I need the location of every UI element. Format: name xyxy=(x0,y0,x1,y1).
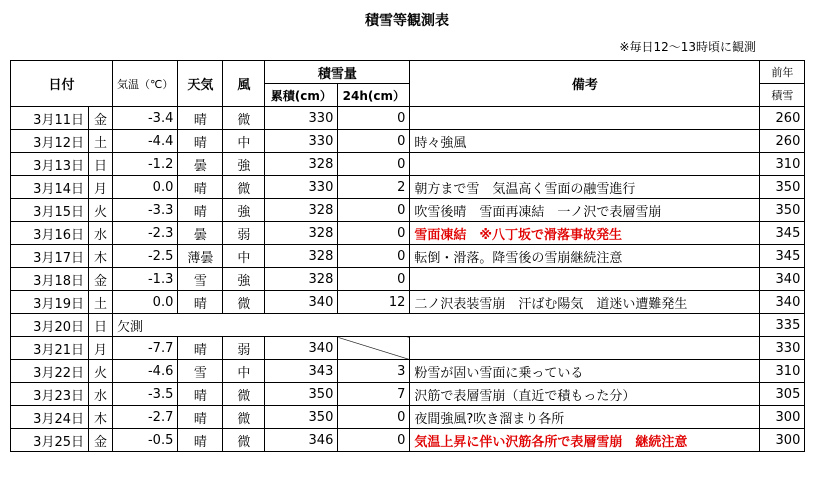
header-wind: 風 xyxy=(223,61,265,107)
cell-prev-year: 260 xyxy=(760,130,805,153)
observation-note: ※毎日12～13時頃に観測 xyxy=(619,40,756,54)
cell-remark: 転倒・滑落。降雪後の雪崩継続注意 xyxy=(410,245,760,268)
table-row xyxy=(11,337,805,360)
cell-temp: -3.5 xyxy=(113,383,178,406)
cell-wind: 中 xyxy=(223,360,265,383)
cell-temp: -4.6 xyxy=(113,360,178,383)
cell-weather: 晴 xyxy=(178,291,223,314)
cell-day-of-week: 土 xyxy=(89,130,113,153)
cell-day-of-week: 水 xyxy=(89,222,113,245)
cell-prev-year: 350 xyxy=(760,199,805,222)
header-remarks: 備考 xyxy=(410,61,760,107)
cell-prev-year: 305 xyxy=(760,383,805,406)
table-row xyxy=(11,383,805,406)
cell-prev-year: 350 xyxy=(760,176,805,199)
cell-24h: 0 xyxy=(338,199,410,222)
header-prev-year-2: 積雪 xyxy=(760,84,805,107)
table-row xyxy=(11,107,805,130)
cell-prev-year: 300 xyxy=(760,406,805,429)
cell-cumulative: 328 xyxy=(265,268,338,291)
cell-day-of-week: 金 xyxy=(89,107,113,130)
cell-date: 3月23日 xyxy=(11,383,89,406)
cell-remark: 沢筋で表層雪崩（直近で積もった分） xyxy=(410,383,760,406)
cell-remark: 粉雪が固い雪面に乗っている xyxy=(410,360,760,383)
cell-temp: -3.4 xyxy=(113,107,178,130)
snow-observation-table xyxy=(10,60,805,452)
cell-wind: 微 xyxy=(223,107,265,130)
cell-cumulative: 328 xyxy=(265,222,338,245)
cell-24h: 0 xyxy=(338,245,410,268)
table-row xyxy=(11,429,805,452)
header-24h: 24h(cm） xyxy=(338,84,410,107)
table-row xyxy=(11,176,805,199)
cell-weather: 薄曇 xyxy=(178,245,223,268)
cell-day-of-week: 水 xyxy=(89,383,113,406)
cell-wind: 中 xyxy=(223,245,265,268)
cell-weather: 晴 xyxy=(178,130,223,153)
cell-cumulative: 350 xyxy=(265,383,338,406)
cell-date: 3月24日 xyxy=(11,406,89,429)
cell-wind: 微 xyxy=(223,291,265,314)
cell-remark: 吹雪後晴 雪面再凍結 一ノ沢で表層雪崩 xyxy=(410,199,760,222)
cell-wind: 弱 xyxy=(223,337,265,360)
cell-temp: -0.5 xyxy=(113,429,178,452)
table-row xyxy=(11,199,805,222)
cell-wind: 微 xyxy=(223,406,265,429)
cell-temp: -3.3 xyxy=(113,199,178,222)
cell-24h: 0 xyxy=(338,130,410,153)
cell-24h: 0 xyxy=(338,153,410,176)
cell-date: 3月15日 xyxy=(11,199,89,222)
cell-prev-year: 300 xyxy=(760,429,805,452)
cell-temp: 0.0 xyxy=(113,291,178,314)
cell-date: 3月16日 xyxy=(11,222,89,245)
cell-24h xyxy=(338,337,410,360)
cell-prev-year: 260 xyxy=(760,107,805,130)
table-row xyxy=(11,314,805,337)
cell-wind: 微 xyxy=(223,429,265,452)
cell-date: 3月20日 xyxy=(11,314,89,337)
cell-date: 3月11日 xyxy=(11,107,89,130)
cell-remark: 時々強風 xyxy=(410,130,760,153)
cell-temp: -2.3 xyxy=(113,222,178,245)
cell-remark: 二ノ沢表装雪崩 汗ばむ陽気 道迷い遭難発生 xyxy=(410,291,760,314)
cell-remark: 朝方まで雪 気温高く雪面の融雪進行 xyxy=(410,176,760,199)
header-cumulative: 累積(cm） xyxy=(265,84,338,107)
cell-date: 3月13日 xyxy=(11,153,89,176)
cell-prev-year: 345 xyxy=(760,222,805,245)
cell-date: 3月21日 xyxy=(11,337,89,360)
cell-wind: 微 xyxy=(223,176,265,199)
cell-day-of-week: 金 xyxy=(89,268,113,291)
cell-temp: -1.2 xyxy=(113,153,178,176)
cell-weather: 晴 xyxy=(178,107,223,130)
cell-day-of-week: 月 xyxy=(89,337,113,360)
cell-wind: 微 xyxy=(223,383,265,406)
cell-weather: 晴 xyxy=(178,429,223,452)
cell-weather: 雪 xyxy=(178,268,223,291)
cell-prev-year: 335 xyxy=(760,314,805,337)
table-row xyxy=(11,222,805,245)
cell-cumulative: 330 xyxy=(265,130,338,153)
cell-prev-year: 345 xyxy=(760,245,805,268)
cell-cumulative: 328 xyxy=(265,153,338,176)
table-row xyxy=(11,406,805,429)
cell-cumulative: 346 xyxy=(265,429,338,452)
cell-24h: 0 xyxy=(338,107,410,130)
cell-day-of-week: 日 xyxy=(89,153,113,176)
cell-day-of-week: 日 xyxy=(89,314,113,337)
cell-remark xyxy=(410,268,760,291)
cell-weather: 晴 xyxy=(178,199,223,222)
header-temp: 気温（℃） xyxy=(113,61,178,107)
cell-remark: 気温上昇に伴い沢筋各所で表層雪崩 継続注意 xyxy=(410,429,760,452)
cell-date: 3月22日 xyxy=(11,360,89,383)
cell-24h: 0 xyxy=(338,406,410,429)
cell-weather: 晴 xyxy=(178,406,223,429)
page-title: 積雪等観測表 xyxy=(365,13,449,29)
cell-date: 3月14日 xyxy=(11,176,89,199)
cell-temp: -2.7 xyxy=(113,406,178,429)
cell-remark xyxy=(410,153,760,176)
cell-prev-year: 310 xyxy=(760,360,805,383)
header-weather: 天気 xyxy=(178,61,223,107)
cell-cumulative: 343 xyxy=(265,360,338,383)
cell-weather: 晴 xyxy=(178,383,223,406)
cell-temp: -2.5 xyxy=(113,245,178,268)
cell-temp: -4.4 xyxy=(113,130,178,153)
cell-day-of-week: 月 xyxy=(89,176,113,199)
cell-prev-year: 340 xyxy=(760,268,805,291)
cell-date: 3月25日 xyxy=(11,429,89,452)
cell-prev-year: 330 xyxy=(760,337,805,360)
cell-prev-year: 310 xyxy=(760,153,805,176)
table-row xyxy=(11,153,805,176)
cell-date: 3月19日 xyxy=(11,291,89,314)
cell-cumulative: 350 xyxy=(265,406,338,429)
header-snow-amount: 積雪量 xyxy=(265,61,410,84)
cell-remark xyxy=(410,107,760,130)
cell-24h: 2 xyxy=(338,176,410,199)
cell-wind: 強 xyxy=(223,199,265,222)
cell-temp: -1.3 xyxy=(113,268,178,291)
cell-date: 3月17日 xyxy=(11,245,89,268)
cell-cumulative: 340 xyxy=(265,337,338,360)
cell-remark xyxy=(410,337,760,360)
cell-cumulative: 330 xyxy=(265,107,338,130)
cell-remark: 雪面凍結 ※八丁坂で滑落事故発生 xyxy=(410,222,760,245)
cell-day-of-week: 火 xyxy=(89,360,113,383)
cell-missing: 欠測 xyxy=(113,314,760,337)
cell-wind: 弱 xyxy=(223,222,265,245)
table-row xyxy=(11,291,805,314)
cell-temp: 0.0 xyxy=(113,176,178,199)
cell-day-of-week: 火 xyxy=(89,199,113,222)
cell-weather: 曇 xyxy=(178,222,223,245)
cell-24h: 7 xyxy=(338,383,410,406)
cell-24h: 0 xyxy=(338,429,410,452)
cell-day-of-week: 木 xyxy=(89,406,113,429)
cell-day-of-week: 土 xyxy=(89,291,113,314)
cell-date: 3月12日 xyxy=(11,130,89,153)
table-row xyxy=(11,245,805,268)
header-prev-year-1: 前年 xyxy=(760,61,805,84)
cell-weather: 雪 xyxy=(178,360,223,383)
cell-cumulative: 340 xyxy=(265,291,338,314)
table-row xyxy=(11,360,805,383)
cell-weather: 晴 xyxy=(178,337,223,360)
cell-24h: 12 xyxy=(338,291,410,314)
cell-cumulative: 328 xyxy=(265,199,338,222)
cell-date: 3月18日 xyxy=(11,268,89,291)
cell-remark: 夜間強風?吹き溜まり各所 xyxy=(410,406,760,429)
cell-prev-year: 340 xyxy=(760,291,805,314)
cell-24h: 0 xyxy=(338,268,410,291)
table-row xyxy=(11,268,805,291)
cell-wind: 強 xyxy=(223,268,265,291)
cell-weather: 晴 xyxy=(178,176,223,199)
cell-temp: -7.7 xyxy=(113,337,178,360)
header-date: 日付 xyxy=(11,61,113,107)
cell-day-of-week: 金 xyxy=(89,429,113,452)
cell-cumulative: 330 xyxy=(265,176,338,199)
cell-wind: 強 xyxy=(223,153,265,176)
cell-cumulative: 328 xyxy=(265,245,338,268)
cell-day-of-week: 木 xyxy=(89,245,113,268)
cell-24h: 0 xyxy=(338,222,410,245)
cell-weather: 曇 xyxy=(178,153,223,176)
cell-wind: 中 xyxy=(223,130,265,153)
table-row xyxy=(11,130,805,153)
cell-24h: 3 xyxy=(338,360,410,383)
